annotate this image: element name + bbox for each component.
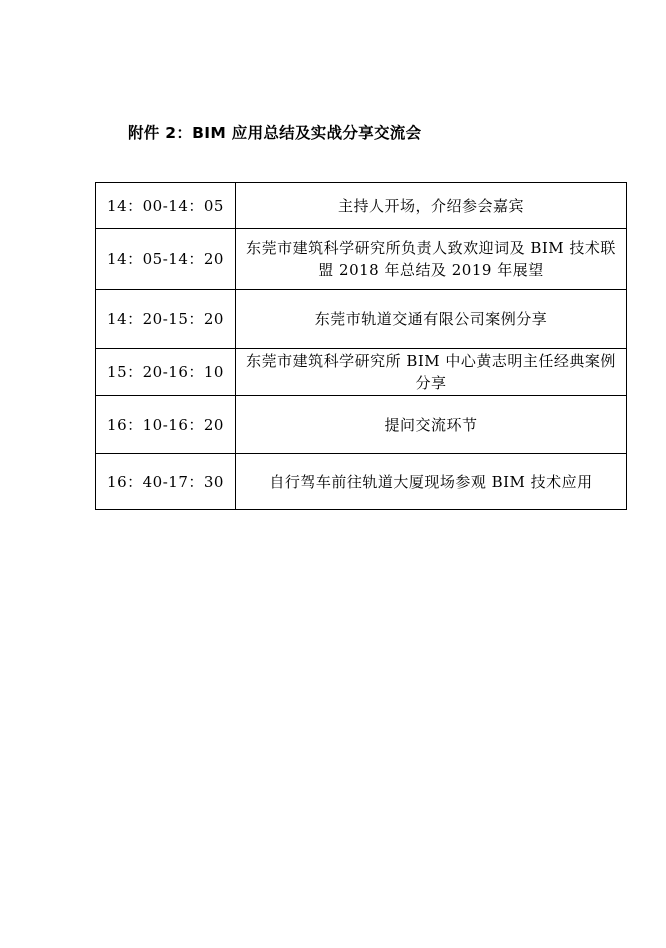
- time-cell: 16：40-17：30: [96, 454, 236, 510]
- schedule-table: [95, 182, 627, 510]
- time-cell: 14：00-14：05: [96, 183, 236, 229]
- activity-cell: 提问交流环节: [236, 396, 627, 454]
- table-row: [96, 454, 627, 510]
- time-cell: 14：05-14：20: [96, 229, 236, 290]
- activity-cell: 自行驾车前往轨道大厦现场参观 BIM 技术应用: [236, 454, 627, 510]
- activity-cell: 东莞市建筑科学研究所 BIM 中心黄志明主任经典案例分享: [236, 349, 627, 396]
- time-cell: 15：20-16：10: [96, 349, 236, 396]
- activity-cell: 东莞市建筑科学研究所负责人致欢迎词及 BIM 技术联盟 2018 年总结及 2019 年展望: [236, 229, 627, 290]
- table-row: [96, 349, 627, 396]
- table-row: [96, 229, 627, 290]
- table-row: [96, 290, 627, 349]
- document-title: 附件 2：BIM 应用总结及实战分享交流会: [128, 124, 422, 142]
- table-row: [96, 396, 627, 454]
- activity-cell: 主持人开场，介绍参会嘉宾: [236, 183, 627, 229]
- time-cell: 14：20-15：20: [96, 290, 236, 349]
- time-cell: 16：10-16：20: [96, 396, 236, 454]
- activity-cell: 东莞市轨道交通有限公司案例分享: [236, 290, 627, 349]
- table-row: [96, 183, 627, 229]
